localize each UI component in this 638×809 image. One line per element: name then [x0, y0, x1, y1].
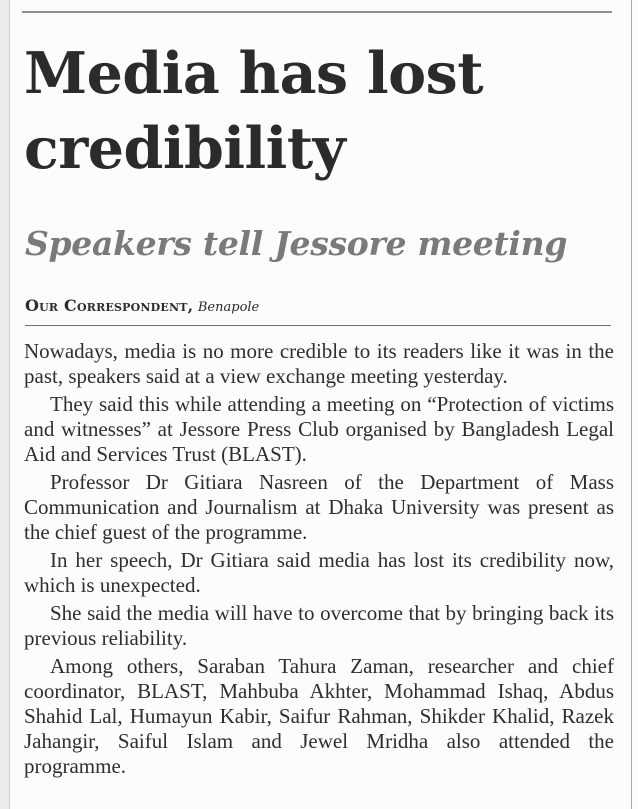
- column-rule: [631, 0, 632, 809]
- byline-location: Benapole: [197, 300, 260, 315]
- byline: [25, 296, 615, 318]
- page-gutter: [0, 0, 10, 809]
- byline-rule: [25, 325, 611, 326]
- article-body: [24, 339, 614, 782]
- headline: Media has lost credibility: [24, 40, 484, 182]
- paragraph: They said this while attending a meeting on “Protection of victims and witnesses” at Jessore Press Club organised by Bangladesh Legal Aid and Services Trust (BLAST).: [24, 392, 614, 466]
- paragraph: Nowadays, media is no more credible to its readers like it was in the past, speakers said at a view exchange meeting yesterday.: [24, 339, 614, 388]
- top-rule: [22, 11, 612, 13]
- paragraph: In her speech, Dr Gitiara said media has lost its credibility now, which is unexpected.: [24, 548, 614, 597]
- byline-name: Our Correspondent,: [25, 296, 194, 315]
- subheadline: Speakers tell Jessore meeting: [25, 224, 568, 263]
- paragraph: She said the media will have to overcome that by bringing back its previous reliability.: [24, 601, 614, 650]
- paragraph: Among others, Saraban Tahura Zaman, researcher and chief coordinator, BLAST, Mahbuba Akhter, Mohammad Ishaq, Abdus Shahid Lal, Humayun Kabir, Saifur Rahman, Shikder Khalid, Razek Jahangir, Saiful Islam and Jewel Mridha also attended the programme.: [24, 654, 614, 778]
- paragraph: Professor Dr Gitiara Nasreen of the Department of Mass Communication and Journalism at Dhaka University was present as the chief guest of the programme.: [24, 470, 614, 544]
